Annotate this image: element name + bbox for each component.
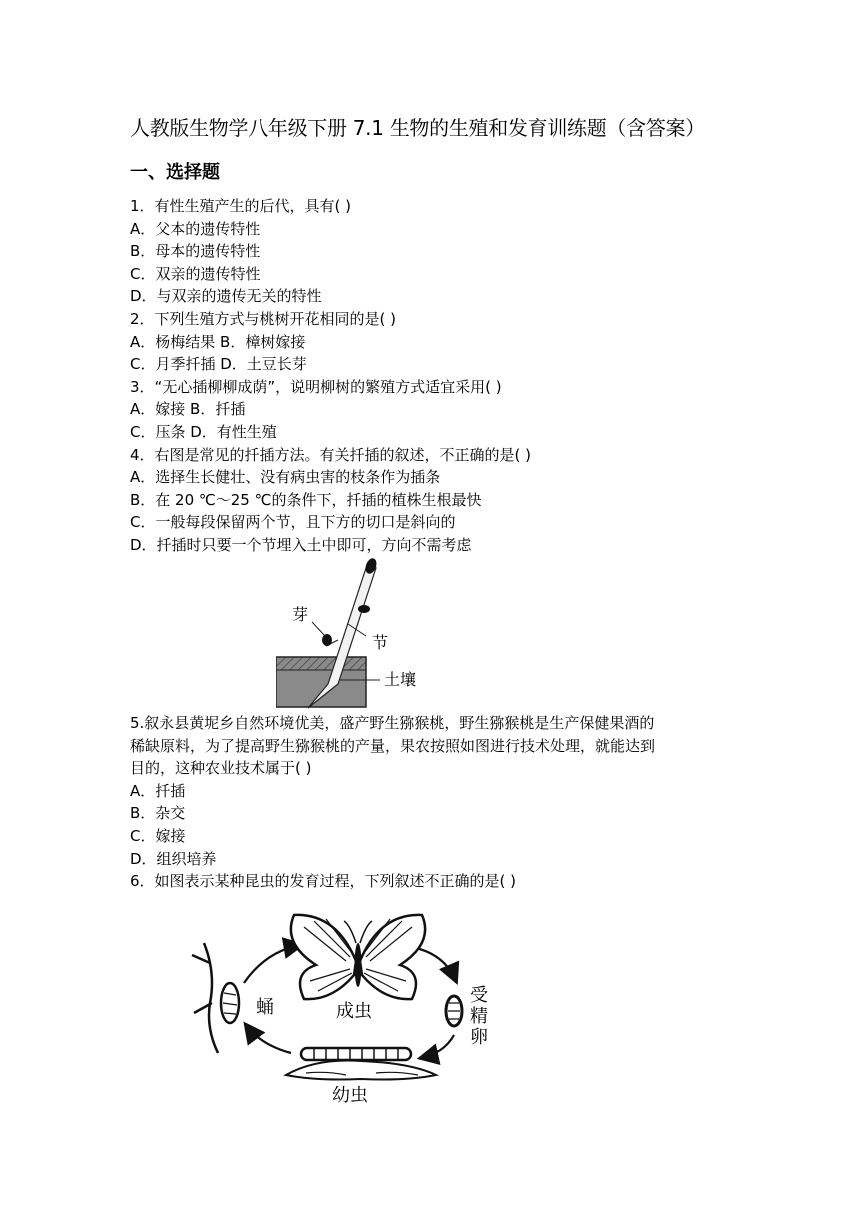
q1-option-a: A．父本的遗传特性 (130, 219, 261, 238)
arrow-adult-to-egg (411, 947, 456, 981)
q4-option-c: C．一般每段保留两个节，且下方的切口是斜向的 (130, 513, 456, 532)
label-bud: 芽 (292, 605, 309, 624)
document-title: 人教版生物学八年级下册 7.1 生物的生殖和发育训练题（含答案） (130, 116, 705, 140)
label-soil: 土壤 (384, 670, 417, 689)
pointer-bud (312, 622, 325, 636)
q4-stem: 4．右图是常见的扦插方法。有关扦插的叙述，不正确的是( ) (130, 445, 532, 464)
label-adult: 成虫 (336, 1001, 372, 1022)
q5-option-a: A．扦插 (130, 781, 186, 800)
q5-option-b: B．杂交 (130, 804, 186, 823)
q3-options-ab: A．嫁接 B．扦插 (130, 400, 246, 419)
questions-5-6 (130, 712, 730, 893)
q5-option-c: C．嫁接 (130, 826, 186, 845)
q5-line-1: 5.叙永县黄坭乡自然环境优美，盛产野生猕猴桃，野生猕猴桃是生产保健果酒的 (130, 714, 655, 732)
q2-stem: 2．下列生殖方式与桃树开花相同的是( ) (130, 309, 397, 328)
q1-option-d: D．与双亲的遗传无关的特性 (130, 287, 322, 306)
q5-line-2: 稀缺原料，为了提高野生猕猴桃的产量，果农按照如图进行技术处理，就能达到 (130, 736, 656, 755)
q3-options-cd: C．压条 D．有性生殖 (130, 422, 277, 441)
label-pupa: 蛹 (256, 997, 274, 1018)
bud-lower (322, 634, 332, 646)
pupa-branch (192, 943, 218, 1053)
q6-stem: 6．如图表示某种昆虫的发育过程，下列叙述不正确的是( ) (130, 872, 517, 891)
q5-option-d: D．组织培养 (130, 849, 217, 868)
larva (301, 1048, 411, 1060)
label-larva: 幼虫 (332, 1085, 368, 1106)
q5-line-3: 目的，这种农业技术属于( ) (130, 759, 312, 778)
q1-stem: 1．有性生殖产生的后代，具有( ) (130, 197, 352, 215)
q4-option-b: B．在 20 ℃～25 ℃的条件下，扦插的植株生根最快 (130, 490, 482, 509)
arrow-egg-to-larva (421, 1035, 454, 1058)
arrow-larva-to-pupa (246, 1025, 291, 1053)
q2-options-ab: A．杨梅结果 B．樟树嫁接 (130, 332, 306, 351)
larva-leaf (286, 1061, 436, 1080)
butterfly (291, 915, 425, 999)
label-node: 节 (372, 633, 389, 652)
soil-surface-hatch (276, 657, 366, 670)
questions-1-4 (130, 195, 730, 557)
insect-lifecycle-figure (186, 903, 496, 1108)
q3-stem: 3．“无心插柳柳成荫”，说明柳树的繁殖方式适宜采用( ) (130, 377, 502, 396)
q4-option-a: A．选择生长健壮、没有病虫害的枝条作为插条 (130, 468, 441, 487)
arrow-pupa-to-adult (244, 945, 301, 983)
cutting-figure (276, 556, 456, 710)
section-heading: 一、选择题 (130, 162, 220, 183)
q1-option-b: B．母本的遗传特性 (130, 242, 261, 261)
bud-middle (358, 605, 370, 613)
q4-option-d: D．扦插时只要一个节埋入土中即可，方向不需考虑 (130, 535, 472, 554)
label-egg-3: 卵 (470, 1027, 488, 1048)
label-egg-1: 受 (470, 985, 488, 1006)
label-egg-2: 精 (470, 1006, 488, 1027)
q2-options-cd: C．月季扦插 D．土豆长芽 (130, 355, 307, 374)
q1-option-c: C．双亲的遗传特性 (130, 264, 261, 283)
